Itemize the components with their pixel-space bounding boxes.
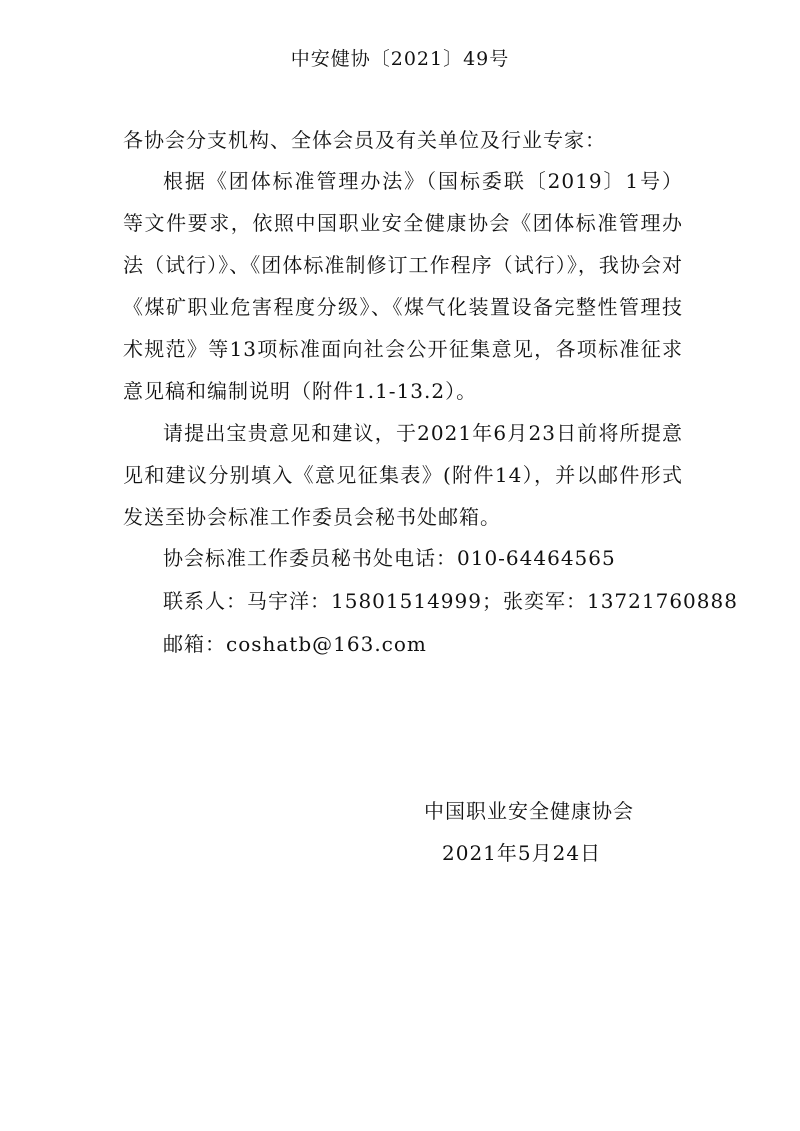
document-number: 中安健协〔2021〕49号 xyxy=(290,48,510,70)
body-paragraph-1: 根据《团体标准管理办法》（国标委联〔2019〕1号）等文件要求，依照中国职业安全健康协会《团体标准管理办法（试行）》、《团体标准制修订工作程序（试行）》，我协会对《煤矿职业危害程度分级》、《煤气化装置设备完整性管理技术规范》等13项标准面向社会公开征集意见，各项标准征求意见稿和编制说明（附件1.1-13.2）。 xyxy=(123,169,683,403)
salutation: 各协会分支机构、全体会员及有关单位及行业专家： xyxy=(123,128,606,152)
contact-people-line: 联系人：马宇洋：15801514999；张奕军：13721760888 xyxy=(163,589,738,613)
signature-date: 2021年5月24日 xyxy=(442,841,602,865)
contact-email-line: 邮箱：coshatb@163.com xyxy=(163,632,427,656)
body-paragraph-2: 请提出宝贵意见和建议，于2021年6月23日前将所提意见和建议分别填入《意见征集表》(附件14），并以邮件形式发送至协会标准工作委员会秘书处邮箱。 xyxy=(123,421,683,529)
signature-organization: 中国职业安全健康协会 xyxy=(424,799,634,823)
contact-phone-line: 协会标准工作委员秘书处电话：010-64464565 xyxy=(163,546,616,570)
